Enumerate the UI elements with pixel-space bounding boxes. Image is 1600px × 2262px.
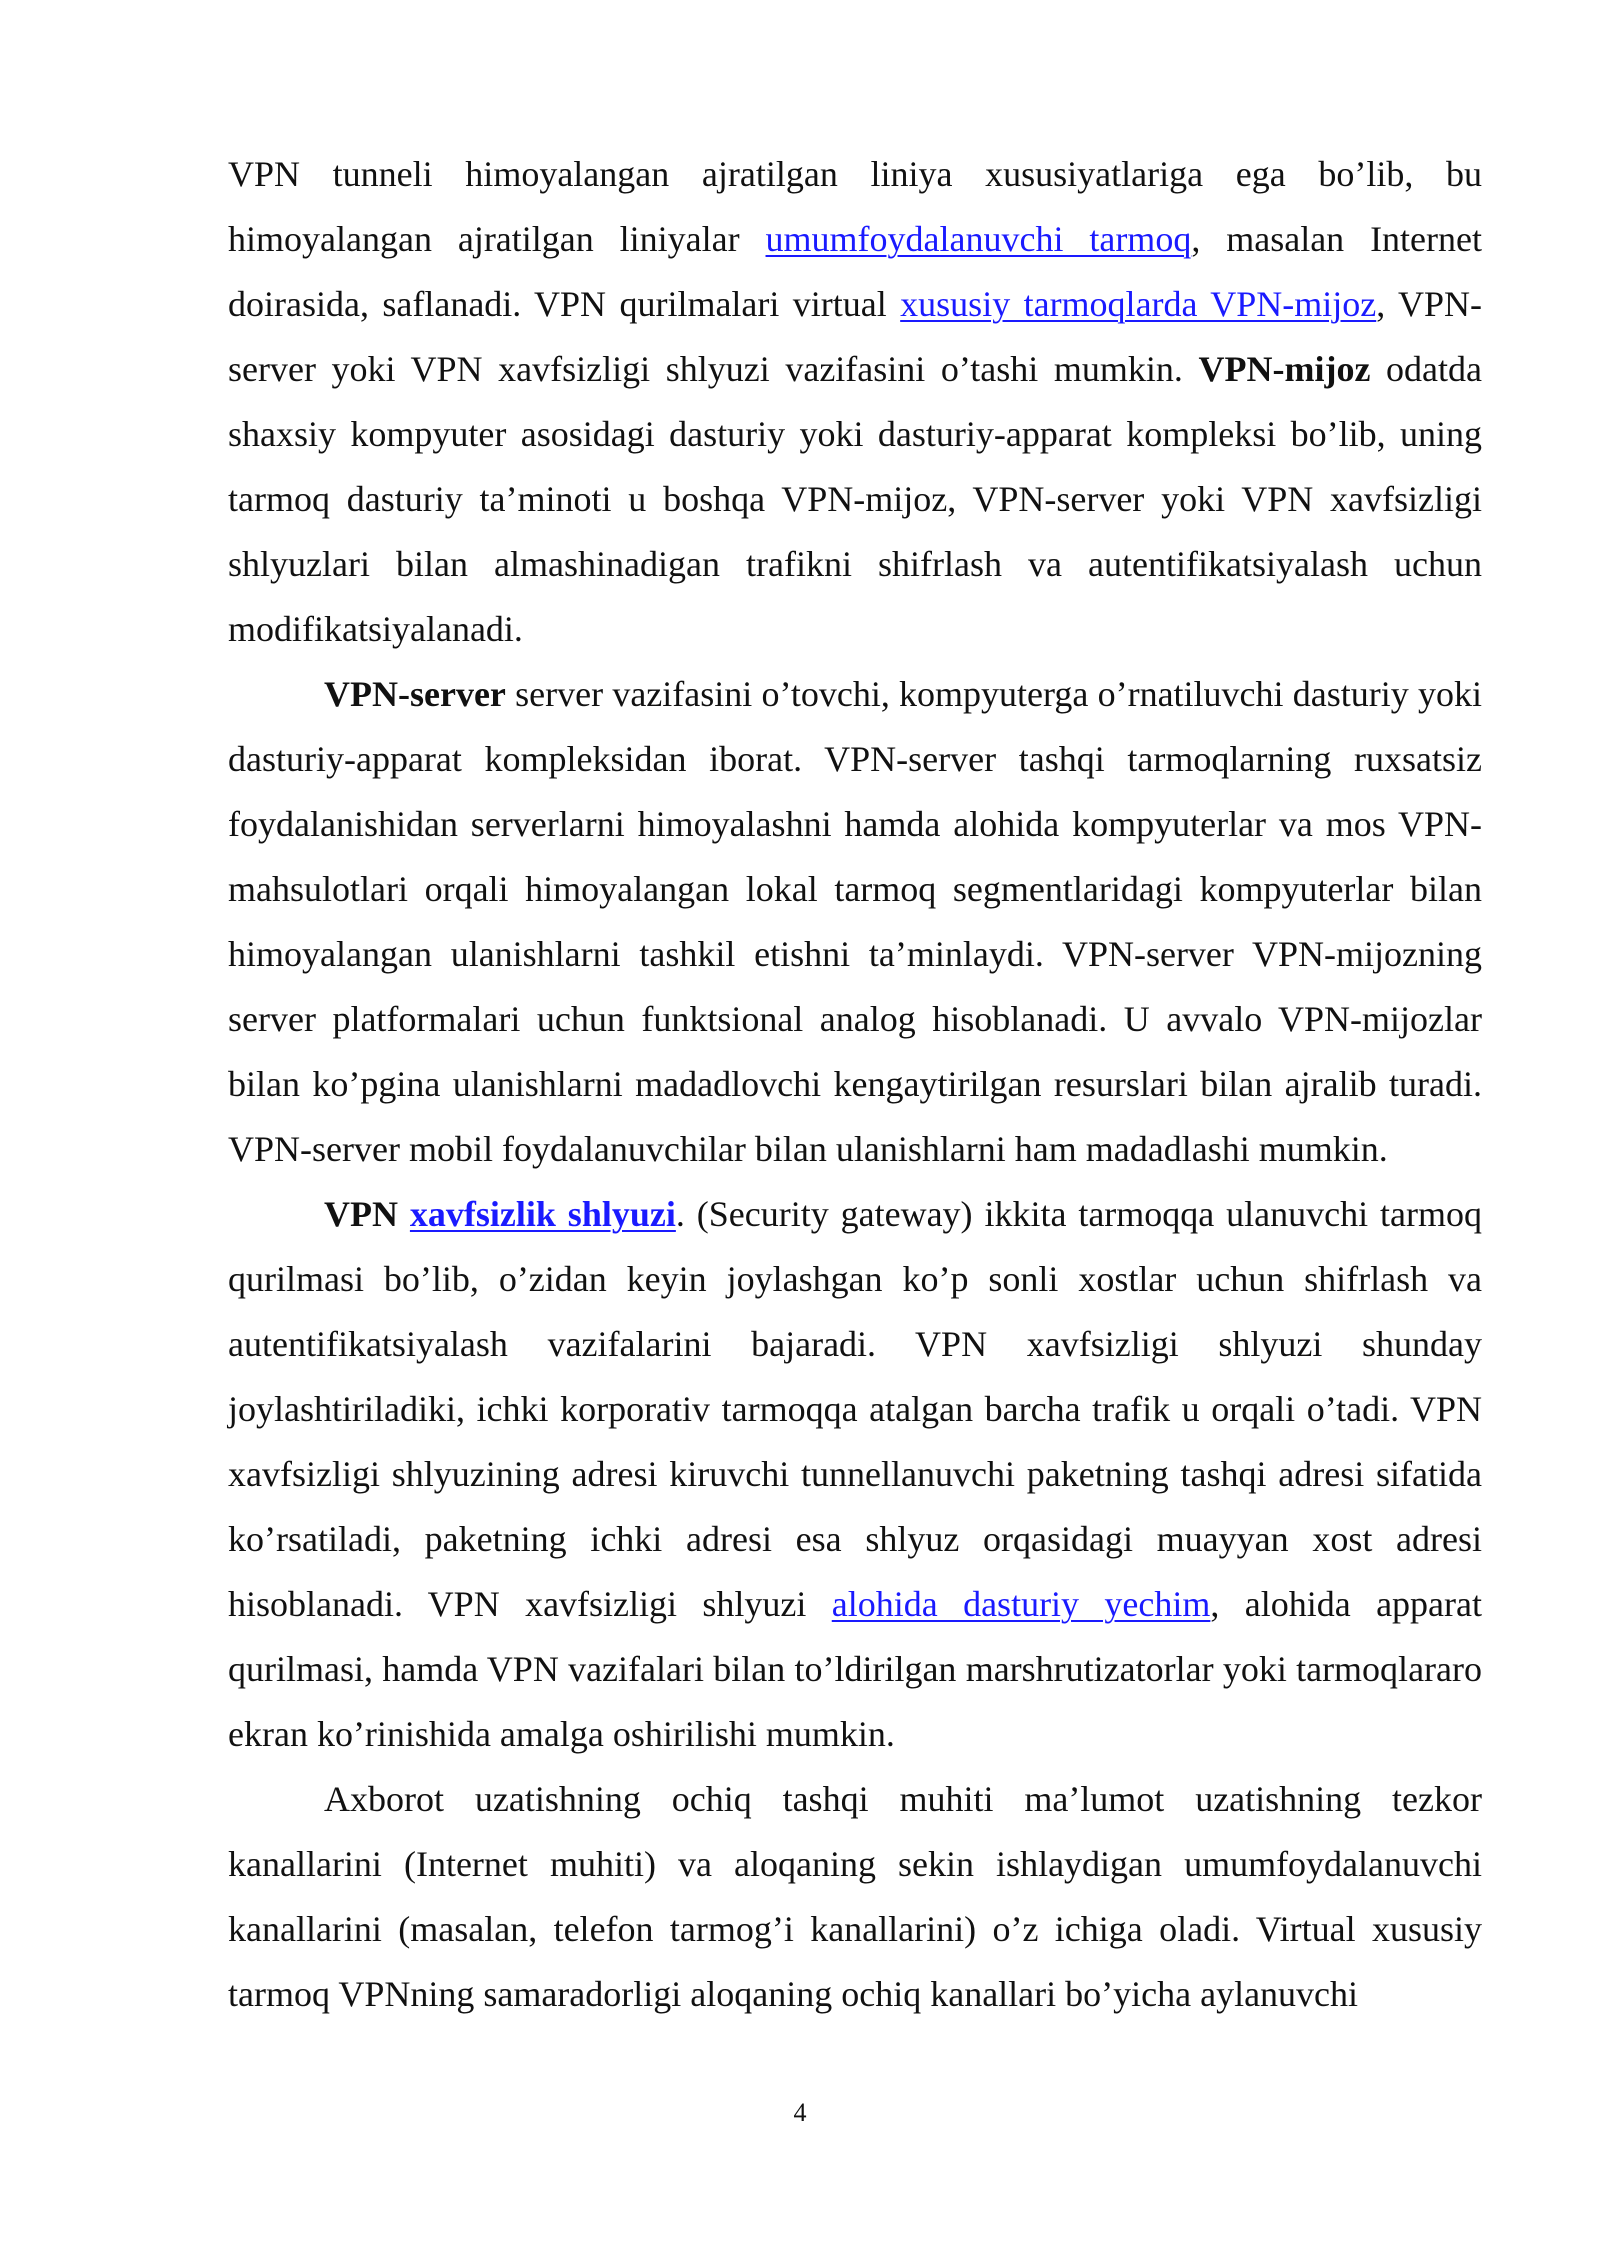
paragraph-text: VPN tunneli himoyalangan ajratilgan liniya xususiyatlariga ega bo’lib, bu himoyalangan ajratilgan liniyalar xyxy=(228,154,1482,259)
paragraph-text: , VPN-server yoki VPN xavfsizligi shlyuzi vazifasini o’tashi mumkin. xyxy=(228,284,1483,389)
document-page xyxy=(228,142,1482,2027)
link-vpn-client[interactable]: xususiy tarmoqlarda VPN-mijoz xyxy=(900,284,1377,324)
paragraph-text: odatda shaxsiy kompyuter asosidagi dasturiy yoki dasturiy-apparat kompleksi bo’lib, uning tarmoq dasturiy ta’minoti u boshqa VPN-mijoz, VPN-server yoki VPN xavfsizligi shlyuzlari bilan almashinadigan trafikni shifrlash va autentifikatsiyalash uchun modifikatsiyalanadi. xyxy=(228,349,1482,649)
paragraph-text: , alohida apparat qurilmasi, hamda VPN vazifalari bilan to’ldirilgan marshrutizatorlar yoki tarmoqlararo ekran ko’rinishida amalga oshirilishi mumkin. xyxy=(228,1584,1483,1754)
paragraph-text: Axborot uzatishning ochiq tashqi muhiti ma’lumot uzatishning tezkor kanallarini (Internet muhiti) va aloqaning sekin ishlaydigan umumfoydalanuvchi kanallarini (masalan, telefon tarmog’i kanallarini) o’z ichiga oladi. Virtual xususiy tarmoq VPNning samaradorligi aloqaning ochiq kanallari bo’yicha aylanuvchi xyxy=(228,1779,1482,2014)
page-number: 4 xyxy=(793,2098,807,2127)
paragraph-vpn-tunnel xyxy=(228,142,1482,662)
link-public-network[interactable]: umumfoydalanuvchi tarmoq xyxy=(765,219,1192,259)
paragraph-vpn-gateway xyxy=(228,1182,1482,1767)
paragraph-vpn-server xyxy=(228,662,1482,1182)
term-vpn-client: VPN-mijoz xyxy=(1198,349,1371,389)
paragraph-text: , masalan Internet doirasida, saflanadi. VPN qurilmalari virtual xyxy=(228,219,1483,324)
paragraph-text: server vazifasini o’tovchi, kompyuterga o’rnatiluvchi dasturiy yoki dasturiy-apparat kompleksidan iborat. VPN-server tashqi tarmoqlarning ruxsatsiz foydalanishidan serverlarni himoyalashni hamda alohida kompyuterlar va mos VPN-mahsulotlari orqali himoyalangan lokal tarmoq segmentlaridagi kompyuterlar bilan himoyalangan ulanishlarni tashkil etishni ta’minlaydi. VPN-server VPN-mijozning server platformalari uchun funktsional analog hisoblanadi. U avvalo VPN-mijozlar bilan ko’pgina ulanishlarni madadlovchi kengaytirilgan resurslari bilan ajralib turadi. VPN-server mobil foydalanuvchilar bilan ulanishlarni ham madadlashi mumkin. xyxy=(228,674,1482,1169)
paragraph-text: . (Security gateway) ikkita tarmoqqa ulanuvchi tarmoq qurilmasi bo’lib, o’zidan keyin joylashgan ko’p sonli xostlar uchun shifrlash va autentifikatsiyalash vazifalarini bajaradi. VPN xavfsizligi shlyuzi shunday joylashtiriladiki, ichki korporativ tarmoqqa atalgan barcha trafik u orqali o’tadi. VPN xavfsizligi shlyuzining adresi kiruvchi tunnellanuvchi paketning tashqi adresi sifatida ko’rsatiladi, paketning ichki adresi esa shlyuz orqasidagi muayyan xost adresi hisoblanadi. VPN xavfsizligi shlyuzi xyxy=(228,1194,1483,1624)
link-software-solution[interactable]: alohida dasturiy yechim xyxy=(831,1584,1211,1624)
term-vpn: VPN xyxy=(324,1194,398,1234)
term-vpn-server: VPN-server xyxy=(324,674,506,714)
link-security-gateway[interactable]: xavfsizlik shlyuzi xyxy=(409,1194,676,1234)
paragraph-transmission-medium xyxy=(228,1767,1482,2027)
